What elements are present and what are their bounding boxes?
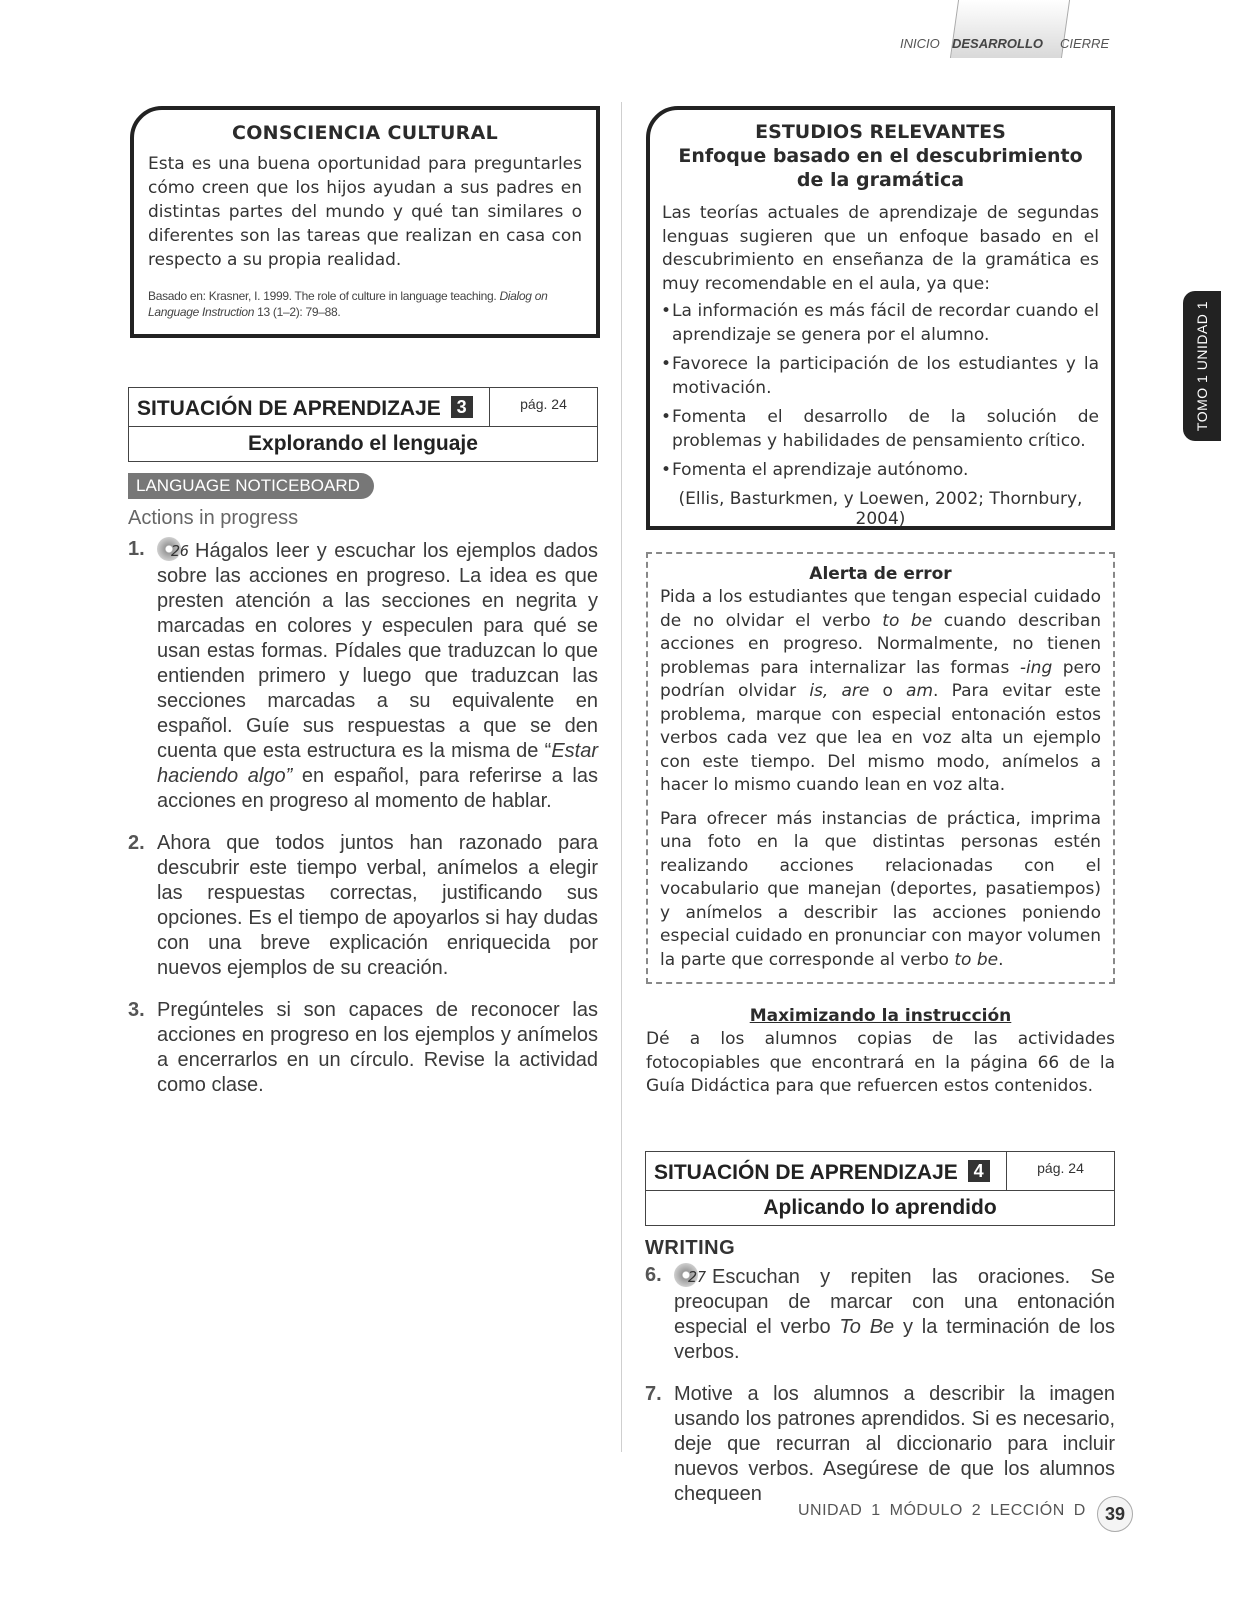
estudios-citation: (Ellis, Basturkmen, y Loewen, 2002; Thornbury, 2004): [678, 488, 1083, 529]
alerta-em: to be: [954, 949, 999, 970]
estudios-relevantes-box: [646, 106, 1115, 530]
item-number: 6.: [645, 1264, 662, 1286]
source-label: Basado en:: [148, 289, 206, 303]
source-text: Krasner, I. 1999. The role of culture in language teaching.: [208, 289, 497, 303]
alerta-text: . Para evitar este problema, marque con especial entonación estos verbos cada vez que lea en voz alta un ejemplo con este tiempo. Del mismo modo, anímelos a hacer lo mismo cuando lean en voz alta.: [660, 681, 1101, 795]
list-item: [128, 537, 598, 814]
page-number: 39: [1097, 1496, 1133, 1532]
list-item: [645, 1263, 1115, 1365]
consciencia-cultural-title: CONSCIENCIA CULTURAL: [231, 122, 499, 144]
situacion-title: [137, 396, 473, 421]
footer-breadcrumb: UNIDAD 1 MÓDULO 2 LECCIÓN D: [798, 1502, 1086, 1519]
item-number: 2.: [128, 832, 145, 854]
situacion-number: 3: [451, 396, 473, 418]
audio-cd-icon: [157, 537, 191, 561]
nav-cierre: CIERRE: [1060, 36, 1110, 51]
unit-side-tab-label: TOMO 1 UNIDAD 1: [1194, 300, 1210, 432]
consciencia-cultural-source: [148, 288, 582, 320]
right-instructions-list: [645, 1263, 1115, 1524]
bullet-item: • Favorece la participación de los estudiantes y la motivación.: [662, 353, 1099, 400]
situacion-aprendizaje-4: [645, 1151, 1115, 1226]
alerta-de-error-box: [646, 552, 1115, 984]
estudios-title-line: Enfoque basado en el descubrimiento: [678, 145, 1083, 167]
alerta-paragraph: [660, 808, 1101, 973]
situacion-number: 4: [968, 1160, 990, 1182]
section-nav: [900, 28, 1140, 58]
item-number: 3.: [128, 999, 145, 1021]
bullet-item: • La información es más fácil de recordar cuando el aprendizaje se genera por el alumno.: [662, 300, 1099, 347]
nav-inicio: INICIO: [900, 36, 940, 51]
unit-side-tab: [1183, 291, 1221, 441]
item-text: Pregúnteles si son capaces de reconocer las acciones en progreso en los ejemplos y anímelos a encerrarlos en un círculo. Revise la actividad como clase.: [157, 999, 598, 1096]
estudios-body: Las teorías actuales de aprendizaje de segundas lenguas sugieren que un enfoque basado en el descubrimiento en enseñanza de la gramática es muy recomendable en el aula, ya que:: [662, 203, 1099, 294]
alerta-em: -ing: [1019, 657, 1053, 678]
situacion-title-text: SITUACIÓN DE APRENDIZAJE: [137, 397, 441, 420]
alerta-text: Pida a los estudiantes que tengan especial cuidado de no olvidar el verbo: [660, 587, 1101, 631]
audio-cd-icon: [674, 1263, 708, 1287]
bullet-item: • Fomenta el aprendizaje autónomo.: [662, 459, 1099, 483]
item-text: Escuchan y repiten las oraciones. Se preocupan de marcar con una entonación especial el verbo: [674, 1266, 1115, 1338]
item-text: y la terminación de los verbos.: [674, 1316, 1115, 1363]
situacion-aprendizaje-3: [128, 387, 598, 462]
maximizando-body: Dé a los alumnos copias de las actividades fotocopiables que encontrará en la página 66 de la Guía Didáctica para que refuercen estos contenidos.: [646, 1029, 1115, 1096]
consciencia-cultural-body: Esta es una buena oportunidad para preguntarles cómo creen que los hijos ayudan a sus padres en distintas partes del mundo y qué tan similares o diferentes son las tareas que realizan en casa con respecto a su propia realidad.: [148, 154, 582, 270]
bullet-item: • Fomenta el desarrollo de la solución de problemas y habilidades de pensamiento crítico.: [662, 406, 1099, 453]
item-text: Motive a los alumnos a describir la imagen usando los patrones aprendidos. Si es necesario, deje que recurran al diccionario para incluir nuevos verbos. Asegúrese de que los alumnos chequeen: [674, 1383, 1115, 1505]
maximizando-section: [646, 1006, 1115, 1099]
alerta-em: to be: [882, 610, 933, 631]
writing-heading: WRITING: [645, 1237, 736, 1259]
alerta-text: Para ofrecer más instancias de práctica, imprima una foto en la que distintas personas estén realizando acciones relacionadas con el vocabulario que manejan (deportes, pasatiempos) y anímelos a describir las acciones poniendo especial cuidado en pronunciar con mayor volumen la parte que corresponde al verbo: [660, 808, 1101, 970]
estudios-title-line: de la gramática: [796, 169, 965, 191]
estudios-title-line: ESTUDIOS RELEVANTES: [755, 121, 1006, 143]
consciencia-cultural-box: [130, 106, 600, 338]
source-end: 13 (1–2): 79–88.: [257, 305, 341, 319]
left-instructions-list: [128, 537, 598, 1115]
maximizando-title: Maximizando la instrucción: [749, 1006, 1012, 1026]
alerta-text: .: [998, 949, 1004, 970]
alerta-em: is, are: [809, 681, 870, 701]
item-text: Hágalos leer y escuchar los ejemplos dados sobre las acciones en progreso. La idea es que presten atención a las secciones en negrita y marcadas en colores y especulen para qué se usan estas formas. Pídales que traduzcan lo que entienden primero y luego que traduzcan las secciones marcadas a su equivalente en español. Guíe sus respuestas a que se den cuenta que esta estructura es la misma de “: [157, 540, 598, 762]
estudios-title: [662, 120, 1099, 192]
list-item: [128, 998, 598, 1098]
alerta-text: o: [869, 681, 907, 701]
situacion-subtitle: Explorando el lenguaje: [248, 432, 478, 455]
situacion-title: [654, 1160, 990, 1185]
situacion-page: pág. 24: [520, 396, 567, 412]
alerta-paragraph: [660, 586, 1101, 798]
nav-desarrollo: DESARROLLO: [952, 36, 1043, 51]
item-text-emphasis: Estar haciendo algo”: [157, 740, 598, 787]
alerta-title: Alerta de error: [809, 564, 952, 584]
situacion-page: pág. 24: [1037, 1160, 1084, 1176]
alerta-text: pero podrían olvidar: [660, 657, 1101, 701]
actions-in-progress-heading: Actions in progress: [128, 507, 299, 529]
item-text-emphasis: To Be: [839, 1316, 895, 1338]
list-item: [128, 831, 598, 981]
audio-track-number: 27: [688, 1268, 707, 1286]
source-title: Dialog on Language Instruction: [148, 289, 548, 319]
estudios-bullets: [662, 300, 1099, 483]
item-number: 7.: [645, 1383, 662, 1405]
alerta-em: am: [906, 681, 934, 701]
language-noticeboard-badge: LANGUAGE NOTICEBOARD: [128, 473, 374, 499]
audio-track-number: 26: [171, 542, 190, 560]
column-divider: [621, 102, 622, 1452]
item-text: Ahora que todos juntos han razonado para descubrir este tiempo verbal, anímelos a elegir las respuestas correctas, justificando sus opciones. Es el tiempo de apoyarlos si hay dudas con una breve explicación enriquecida por nuevos ejemplos de su creación.: [157, 832, 598, 979]
list-item: [645, 1382, 1115, 1507]
item-text: en español, para referirse a las acciones en progreso al momento de hablar.: [157, 765, 598, 812]
item-number: 1.: [128, 538, 145, 560]
situacion-title-text: SITUACIÓN DE APRENDIZAJE: [654, 1161, 958, 1184]
alerta-text: cuando describan acciones en progreso. Normalmente, no tienen problemas para internalizar las formas: [660, 610, 1101, 678]
situacion-subtitle: Aplicando lo aprendido: [763, 1196, 997, 1219]
